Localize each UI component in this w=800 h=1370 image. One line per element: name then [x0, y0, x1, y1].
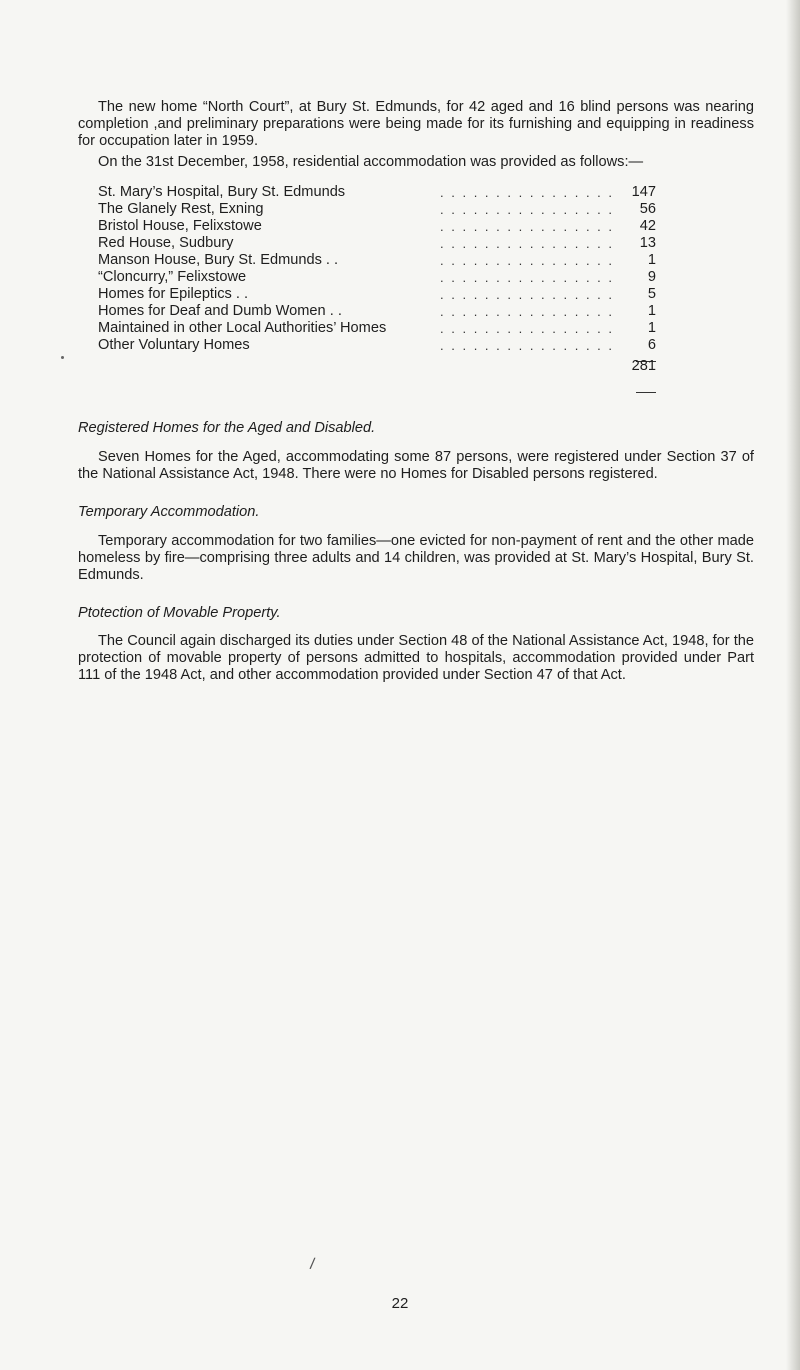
home-name: The Glanely Rest, Exning	[98, 201, 264, 217]
leader-dots: . . . . . . . . . . . . . . . .	[440, 219, 614, 234]
table-row	[98, 235, 656, 252]
leader-dots: . . . . . . . . . . . . . . . .	[440, 304, 614, 319]
section-body-registered-homes: Seven Homes for the Aged, accommodating some 87 persons, were registered under Section 37 of the National Assistance Act, 1948. There were no Homes for Disabled persons registered.	[78, 449, 754, 482]
home-name: Homes for Deaf and Dumb Women . .	[98, 303, 342, 319]
table-row	[98, 303, 656, 320]
home-name: “Cloncurry,” Felixstowe	[98, 269, 247, 285]
table-row	[98, 320, 656, 337]
section-heading-registered-homes: Registered Homes for the Aged and Disabled.	[78, 420, 376, 436]
home-count: 147	[631, 184, 656, 200]
accommodation-total: 281	[631, 358, 656, 374]
print-speck	[61, 356, 64, 359]
table-row	[98, 184, 656, 201]
leader-dots: . . . . . . . . . . . . . . . .	[440, 270, 614, 285]
home-name: Manson House, Bury St. Edmunds . .	[98, 252, 339, 268]
leader-dots: . . . . . . . . . . . . . . . .	[440, 202, 614, 217]
home-count: 6	[647, 337, 656, 353]
leader-dots: . . . . . . . . . . . . . . . .	[440, 236, 614, 251]
page-edge-shadow	[786, 0, 800, 1370]
accommodation-table	[98, 184, 656, 374]
home-count: 1	[647, 252, 656, 268]
home-count: 1	[647, 320, 656, 336]
total-rule-bottom	[636, 392, 656, 393]
table-row	[98, 337, 656, 354]
home-name: Maintained in other Local Authorities’ Homes	[98, 320, 387, 336]
table-row	[98, 286, 656, 303]
stray-pen-mark: /	[308, 1255, 316, 1274]
table-row	[98, 269, 656, 286]
home-name: Red House, Sudbury	[98, 235, 234, 251]
home-name: St. Mary’s Hospital, Bury St. Edmunds	[98, 184, 346, 200]
leader-dots: . . . . . . . . . . . . . . . .	[440, 338, 614, 353]
home-count: 9	[647, 269, 656, 285]
home-name: Homes for Epileptics . .	[98, 286, 249, 302]
leader-dots: . . . . . . . . . . . . . . . .	[440, 253, 614, 268]
home-count: 13	[639, 235, 656, 251]
home-count: 42	[639, 218, 656, 234]
home-name: Other Voluntary Homes	[98, 337, 250, 353]
table-row	[98, 252, 656, 269]
leader-dots: . . . . . . . . . . . . . . . .	[440, 185, 614, 200]
section-body-movable-property: The Council again discharged its duties under Section 48 of the National Assistance Act, 1948, for the protection of movable property of persons admitted to hospitals, accommodation provided under Part 111 of the 1948 Act, and other accommodation provided under Section 47 of that Act.	[78, 633, 754, 683]
home-name: Bristol House, Felixstowe	[98, 218, 262, 234]
home-count: 5	[647, 286, 656, 302]
home-count: 1	[647, 303, 656, 319]
leader-dots: . . . . . . . . . . . . . . . .	[440, 287, 614, 302]
table-row	[98, 201, 656, 218]
accommodation-intro: On the 31st December, 1958, residential accommodation was provided as follows:—	[98, 154, 644, 170]
section-heading-temporary-accommodation: Temporary Accommodation.	[78, 504, 260, 520]
intro-paragraph: The new home “North Court”, at Bury St. Edmunds, for 42 aged and 16 blind persons was nearing completion ,and preliminary preparations were being made for its furnishing and equipping in readiness for occupation later in 1959.	[78, 99, 754, 149]
home-count: 56	[639, 201, 656, 217]
section-body-temporary-accommodation: Temporary accommodation for two families—one evicted for non-payment of rent and the other made homeless by fire—comprising three adults and 14 children, was provided at St. Mary’s Hospital, Bury St. Edmunds.	[78, 533, 754, 583]
table-row	[98, 218, 656, 235]
section-heading-movable-property: Ptotection of Movable Property.	[78, 605, 281, 621]
leader-dots: . . . . . . . . . . . . . . . .	[440, 321, 614, 336]
page-number: 22	[391, 1295, 409, 1312]
